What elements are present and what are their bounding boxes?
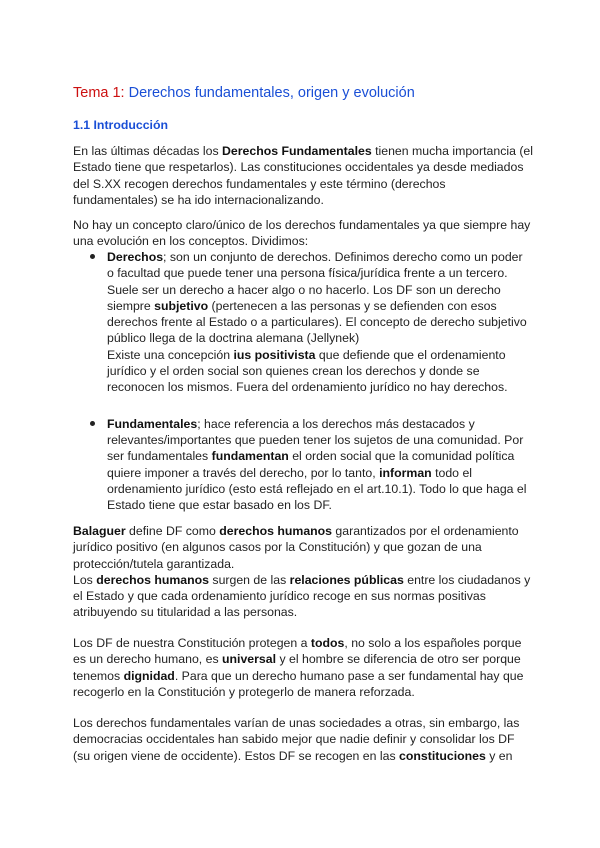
bold-term: derechos humanos: [96, 572, 209, 587]
bold-term: Balaguer: [73, 524, 126, 538]
text-run: que defiende que el ordenamiento jurídico y el orden social son quienes crean los derechos y donde se reconocen los mismos. Fuera del ordenamiento jurídico no hay derechos.: [107, 347, 508, 395]
text-run: y el hombre se diferencia de otro ser porque tenemos: [73, 652, 521, 683]
bold-term: informan: [379, 465, 432, 480]
paragraph-occidente: [73, 715, 533, 764]
text-run: ; hace referencia a los derechos más destacados y relevantes/importantes que pueden tener los sujetos de una comunidad. Por ser fundamentales: [107, 416, 524, 464]
bold-term: ius positivista: [233, 347, 316, 362]
bullet-icon: [90, 254, 95, 259]
text-run: todo el ordenamiento jurídico (esto está reflejado en el art.10.1). Todo lo que haga el Estado tiene que estar basado en los DF.: [107, 465, 527, 513]
text-run: surgen de las: [209, 572, 290, 587]
definitions-list: [90, 249, 530, 513]
paragraph-balaguer: [73, 523, 533, 621]
text-run: tienen mucha importancia (el Estado tiene que respetarlos). Las constituciones occidentales ya desde mediados del S.XX recogen derechos fundamentales y este término (derechos fundamentales) se ha ido internacionalizando.: [73, 144, 533, 207]
text-run: Los DF de nuestra Constitución protegen a: [73, 636, 311, 650]
text-run: Los: [73, 572, 97, 587]
paragraph-concept: No hay un concepto claro/único de los derechos fundamentales ya que siempre hay una evolución en los conceptos. Dividimos:: [73, 218, 531, 249]
bold-term: Derechos: [107, 250, 164, 264]
text-run: garantizados por el ordenamiento jurídico positivo (en algunos casos por la Constitución) y que gozan de una protección/tutela garantizada.: [73, 524, 519, 571]
text-run: ; son un conjunto de derechos. Definimos derecho como un poder o facultad que puede tener una persona física/jurídica frente a un tercero. Suele ser un derecho a hacer algo o no hacerlo. Los DF son un derecho siempre: [107, 250, 523, 313]
text-run: entre los ciudadanos y el Estado y que cada ordenamiento jurídico recoge en sus normas positivas atribuyendo su titularidad a las personas.: [73, 572, 531, 620]
text-run: Los derechos fundamentales varían de unas sociedades a otras, sin embargo, las democracias occidentales han sabido mejor que nadie definir y consolidar los DF (su origen viene de occidente). Estos DF se recogen en las: [73, 716, 520, 763]
bold-term: subjetivo: [154, 298, 209, 313]
bold-term: todos: [310, 636, 345, 650]
paragraph-constitucion: [73, 635, 533, 700]
text-run: . Para que un derecho humano pase a ser fundamental hay que recogerlo en la Constitución y protegerlo de manera reforzada.: [73, 668, 524, 699]
text-run: En las últimas décadas los: [73, 144, 223, 158]
bold-term: Fundamentales: [107, 416, 198, 431]
bold-term: derechos humanos: [219, 524, 333, 538]
paragraph-intro: [73, 143, 533, 208]
title-text: Derechos fundamentales, origen y evolución: [124, 85, 415, 101]
list-item-derechos: [90, 249, 530, 396]
text-run: define DF como: [125, 524, 220, 538]
list-item-fundamentales: [90, 416, 530, 514]
bold-term: fundamentan: [211, 449, 289, 464]
bold-term: Derechos Fundamentales: [222, 144, 372, 158]
text-run: Existe una concepción: [107, 347, 234, 362]
bullet-icon: [90, 421, 95, 426]
bold-term: universal: [222, 652, 277, 667]
title-lead: Tema 1:: [73, 85, 125, 101]
text-run: el orden social que la comunidad política quiere imponer a través del derecho, por lo tanto,: [107, 449, 515, 480]
section-heading: 1.1 Introducción: [73, 118, 168, 132]
text-run: y en: [485, 748, 513, 763]
document-title: [73, 84, 415, 102]
bold-term: constituciones: [399, 748, 486, 763]
text-run: , no solo a los españoles porque es un derecho humano, es: [73, 636, 522, 667]
bold-term: dignidad: [123, 668, 175, 683]
bold-term: relaciones públicas: [289, 572, 404, 587]
text-run: (pertenecen a las personas y se defienden con esos derechos frente al Estado o a particulares). El concepto de derecho subjetivo público llega de la doctrina alemana (Jellynek): [107, 298, 527, 346]
